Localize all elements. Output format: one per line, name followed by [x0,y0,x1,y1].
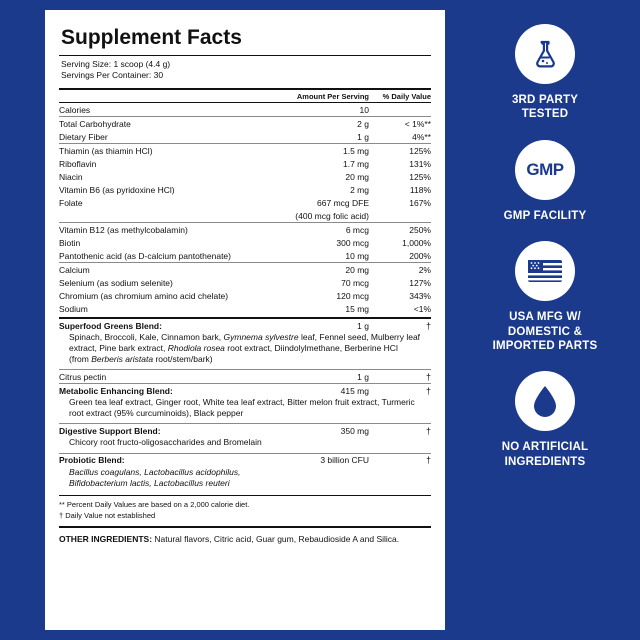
badge-gmp-facility [455,140,635,223]
badge-3rd-party-tested [455,24,635,122]
table-row-sub [59,209,431,222]
table-row [59,117,431,130]
blend-name: Citrus pectin [59,371,107,382]
nutrient-name: Chromium (as chromium amino acid chelate) [59,290,229,301]
nutrient-amount: 6 mcg [345,224,369,235]
table-row [59,196,431,209]
nutrient-amount: 10 [359,104,369,115]
nutrient-rows [59,103,431,116]
nutrient-rows [59,117,431,143]
table-row [59,302,431,315]
table-row [59,249,431,262]
blend-amount: 350 mg [340,425,369,436]
nutrient-dv: 343% [409,290,431,301]
table-row [59,183,431,196]
badge-circle [515,241,575,301]
blend-row [59,370,431,383]
badge-no-artificial-ingredients [455,371,635,469]
nutrient-name: Vitamin B12 (as methylcobalamin) [59,224,188,235]
table-row [59,223,431,236]
flask-icon [528,37,562,71]
badge-label: NO ARTIFICIAL INGREDIENTS [501,441,589,468]
footnotes [59,500,431,522]
badge-circle [515,140,575,200]
nutrient-dv: 125% [409,171,431,182]
blend-amount: 3 billion CFU [320,455,369,466]
nutrient-dv: 131% [409,158,431,169]
table-row [59,276,431,289]
nutrient-amount: 667 mcg DFE [317,197,369,208]
nutrient-rows [59,144,431,222]
badge-column [452,14,638,626]
table-row [59,289,431,302]
table-row [59,236,431,249]
blend-dv: † [425,371,431,382]
blend-row [59,454,431,467]
nutrient-amount: 1.5 mg [343,145,369,156]
nutrient-dv: <1% [413,303,431,314]
blend-dv: † [425,425,431,436]
usa-flag-icon [527,258,563,284]
nutrient-dv: 200% [409,250,431,261]
other-ingredients [59,534,431,545]
badge-circle [515,371,575,431]
footnote-dv: ** Percent Daily Values are based on a 2,000 calorie diet. [59,499,250,509]
blend-dv: † [425,320,431,331]
nutrient-dv: 125% [409,145,431,156]
blend-amount: 1 g [357,371,369,382]
badge-label: GMP FACILITY [503,209,587,222]
nutrient-name: Selenium (as sodium selenite) [59,277,173,288]
nutrient-dv: 4%** [412,131,431,142]
nutrient-name: Vitamin B6 (as pyridoxine HCl) [59,184,175,195]
serving-size: Serving Size: 1 scoop (4.4 g) [61,59,171,69]
nutrient-name: Dietary Fiber [59,131,108,142]
page-title: Supplement Facts [61,26,242,49]
supplement-facts-panel [45,10,445,630]
nutrient-dv: < 1%** [404,118,431,129]
nutrient-dv: 167% [409,197,431,208]
blend-amount: 415 mg [340,385,369,396]
blend-description: Spinach, Broccoli, Kale, Cinnamon bark, Gymnema sylvestre leaf, Fennel seed, Mulberry leaf extract, Pine bark extract, Rhodiola rosea root extract, Diindolylmethane, Berberine HCl (from Berberis aristata root/stem/bark) [69,332,421,365]
nutrient-amount: 120 mcg [336,290,369,301]
table-row [59,103,431,116]
blend-row [59,424,431,437]
nutrient-amount: 10 mg [345,250,369,261]
table-row [59,157,431,170]
nutrient-table [59,90,431,102]
badge-label: USA MFG W/ DOMESTIC & IMPORTED PARTS [492,311,598,352]
nutrient-rows [59,223,431,262]
footnote-dagger: † Daily Value not established [59,510,156,520]
other-ingredients-text: Natural flavors, Citric acid, Guar gum, Rebaudioside A and Silica. [152,534,400,545]
table-row [59,130,431,143]
water-drop-icon [529,383,561,419]
blend-description: Bacillus coagulans, Lactobacillus acidophilus, Bifidobacterium lactis, Lactobacillus reuteri [69,466,241,488]
nutrient-name: Sodium [59,303,88,314]
blend-name: Superfood Greens Blend: [59,320,162,331]
blend-row [59,319,431,332]
servings-per-container: Servings Per Container: 30 [61,69,164,80]
column-header-dv: % Daily Value [382,91,431,101]
nutrient-amount: 300 mcg [336,237,369,248]
nutrient-name: Niacin [59,171,83,182]
nutrient-dv: 118% [409,184,431,195]
blend-row [59,384,431,397]
table-row [59,144,431,157]
blend-name: Digestive Support Blend: [59,425,161,436]
nutrient-name: Pantothenic acid (as D-calcium pantothenate) [59,250,231,261]
badge-circle [515,24,575,84]
nutrient-name: Total Carbohydrate [59,118,131,129]
nutrient-amount: 1 g [357,131,369,142]
nutrient-amount: 20 mg [345,171,369,182]
badge-label: 3RD PARTY TESTED [511,94,579,121]
nutrient-name: Folate [59,197,83,208]
nutrient-amount-secondary: (400 mcg folic acid) [295,210,369,221]
nutrient-name: Biotin [59,237,81,248]
nutrient-amount: 1.7 mg [343,158,369,169]
nutrient-dv: 127% [409,277,431,288]
nutrient-name: Riboflavin [59,158,97,169]
blend-description: Green tea leaf extract, Ginger root, White tea leaf extract, Bitter melon fruit extract, Turmeric root extract (95% curcuminoids), Black pepper [69,397,415,419]
nutrient-name: Calcium [59,264,90,275]
blend-dv: † [425,385,431,396]
nutrient-amount: 15 mg [345,303,369,314]
table-row [59,170,431,183]
nutrient-amount: 2 mg [350,184,369,195]
other-ingredients-label: OTHER INGREDIENTS: [59,534,153,545]
blend-name: Probiotic Blend: [59,455,125,466]
table-header-row [59,90,431,102]
nutrient-amount: 70 mcg [341,277,369,288]
nutrient-amount: 2 g [357,118,369,129]
nutrient-dv: 250% [409,224,431,235]
gmp-icon: GMP [526,159,564,179]
table-row [59,263,431,276]
blend-description: Chicory root fructo-oligosaccharides and Bromelain [69,437,262,448]
blend-amount: 1 g [357,320,369,331]
column-header-amount: Amount Per Serving [296,91,369,101]
nutrient-rows [59,263,431,315]
blend-name: Metabolic Enhancing Blend: [59,385,173,396]
blend-dv: † [425,455,431,466]
nutrient-dv: 1,000% [402,237,431,248]
nutrient-dv: 2% [418,264,431,275]
nutrient-dv [369,103,431,116]
nutrient-name: Calories [59,104,91,115]
nutrient-amount: 20 mg [345,264,369,275]
badge-usa-mfg [455,241,635,353]
nutrient-name: Thiamin (as thiamin HCl) [59,145,153,156]
